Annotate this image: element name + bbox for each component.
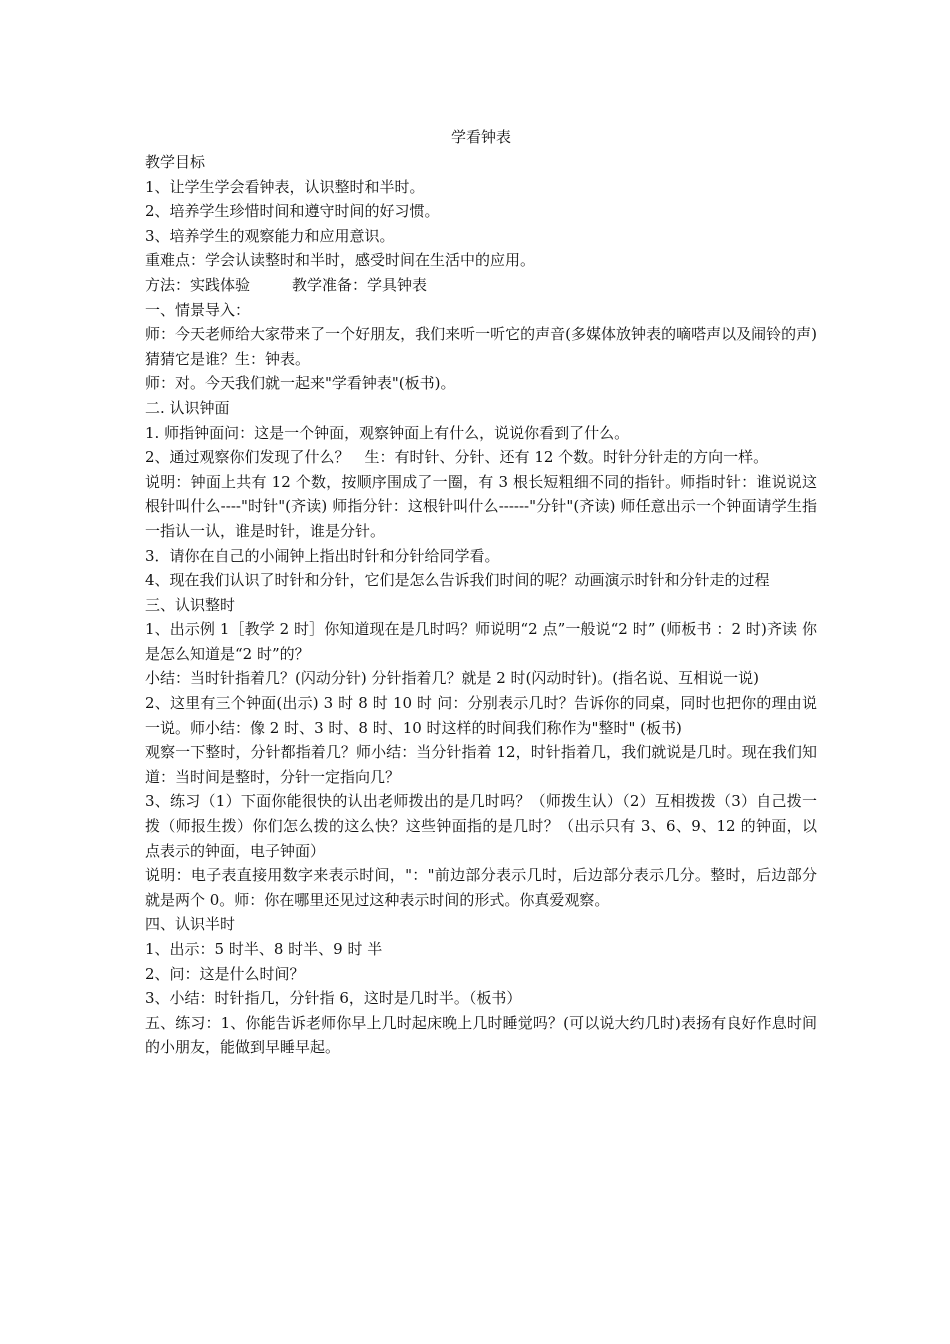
paragraph: 师：对。今天我们就一起来"学看钟表"(板书)。 bbox=[145, 374, 456, 393]
paragraph: 小结：当时针指着几？(闪动分针) 分针指着几？就是 2 时(闪动时针)。(指名说、互相说一说) bbox=[145, 669, 759, 688]
paragraph: 二. 认识钟面 bbox=[145, 398, 230, 417]
paragraph: 观察一下整时，分针都指着几？师小结：当分针指着 12，时针指着几，我们就说是几时。现在我们知道：当时间是整时，分针一定指向几？ bbox=[145, 743, 817, 786]
document-title: 学看钟表 bbox=[450, 128, 511, 146]
paragraph: 1、让学生学会看钟表，认识整时和半时。 bbox=[145, 177, 425, 196]
paragraph: 1. 师指钟面问：这是一个钟面，观察钟面上有什么，说说你看到了什么。 bbox=[145, 423, 630, 442]
document-page bbox=[145, 124, 817, 1060]
paragraph: 2、通过观察你们发现了什么？ 生：有时针、分针、还有 12 个数。时针分针走的方向一样。 bbox=[145, 448, 769, 467]
paragraph: 3、培养学生的观察能力和应用意识。 bbox=[145, 226, 395, 245]
paragraph: 2、问：这是什么时间？ bbox=[145, 964, 305, 983]
paragraph: 师：今天老师给大家带来了一个好朋友，我们来听一听它的声音(多媒体放钟表的嘀嗒声以及闹铃的声) 猜猜它是谁？生：钟表。 bbox=[145, 325, 817, 368]
paragraph: 教学目标 bbox=[145, 153, 206, 171]
paragraph: 3、小结：时针指几，分针指 6，这时是几时半。（板书） bbox=[145, 989, 522, 1008]
paragraph: 说明：电子表直接用数字来表示时间，"："前边部分表示几时，后边部分表示几分。整时，后边部分就是两个 0。师：你在哪里还见过这种表示时间的形式。你真爱观察。 bbox=[145, 866, 817, 909]
paragraph: 3、练习（1）下面你能很快的认出老师拨出的是几时吗？（师拨生认）（2）互相拨拨（3）自己拨一拨（师报生拨）你们怎么拨的这么快？这些钟面指的是几时？（出示只有 3、6、9、12 的钟面，以点表示的钟面，电子钟面） bbox=[145, 792, 817, 860]
paragraph: 4、现在我们认识了时针和分针，它们是怎么告诉我们时间的呢？动画演示时针和分针走的过程 bbox=[145, 571, 770, 590]
paragraph: 一、情景导入： bbox=[145, 300, 251, 319]
paragraph: 3．请你在自己的小闹钟上指出时针和分针给同学看。 bbox=[145, 546, 500, 565]
paragraph: 说明：钟面上共有 12 个数，按顺序围成了一圈，有 3 根长短粗细不同的指针。师指时针：谁说说这根针叫什么----"时针"(齐读) 师指分针：这根针叫什么------"分针"(齐读) 师任意出示一个钟面请学生指一指认一认，谁是时针，谁是分针。 bbox=[145, 472, 817, 540]
paragraph: 四、认识半时 bbox=[145, 915, 236, 934]
prep-label: 教学准备：学具钟表 bbox=[292, 275, 428, 294]
paragraph: 重难点：学会认读整时和半时，感受时间在生活中的应用。 bbox=[145, 251, 536, 270]
paragraph: 1、出示：5 时半、8 时半、9 时 半 bbox=[145, 940, 383, 958]
paragraph: 三、认识整时 bbox=[145, 595, 236, 614]
paragraph: 五、练习：1、你能告诉老师你早上几时起床晚上几时睡觉吗？(可以说大约几时)表扬有良好作息时间的小朋友，能做到早睡早起。 bbox=[145, 1013, 817, 1057]
paragraph: 2、培养学生珍惜时间和遵守时间的好习惯。 bbox=[145, 202, 440, 221]
paragraph: 1、出示例 1［教学 2 时］你知道现在是几时吗？师说明“2 点”一般说“2 时” (师板书 ：2 时)齐读 你是怎么知道是“2 时”的？ bbox=[145, 620, 817, 663]
paragraph: 2、这里有三个钟面(出示) 3 时 8 时 10 时 问：分别表示几时？告诉你的同桌，同时也把你的理由说一说。师小结：像 2 时、3 时、8 时、10 时这样的时间我们称作为"整时" (板书) bbox=[145, 694, 817, 737]
method-label: 方法：实践体验 bbox=[145, 275, 251, 294]
method-line bbox=[145, 273, 817, 298]
